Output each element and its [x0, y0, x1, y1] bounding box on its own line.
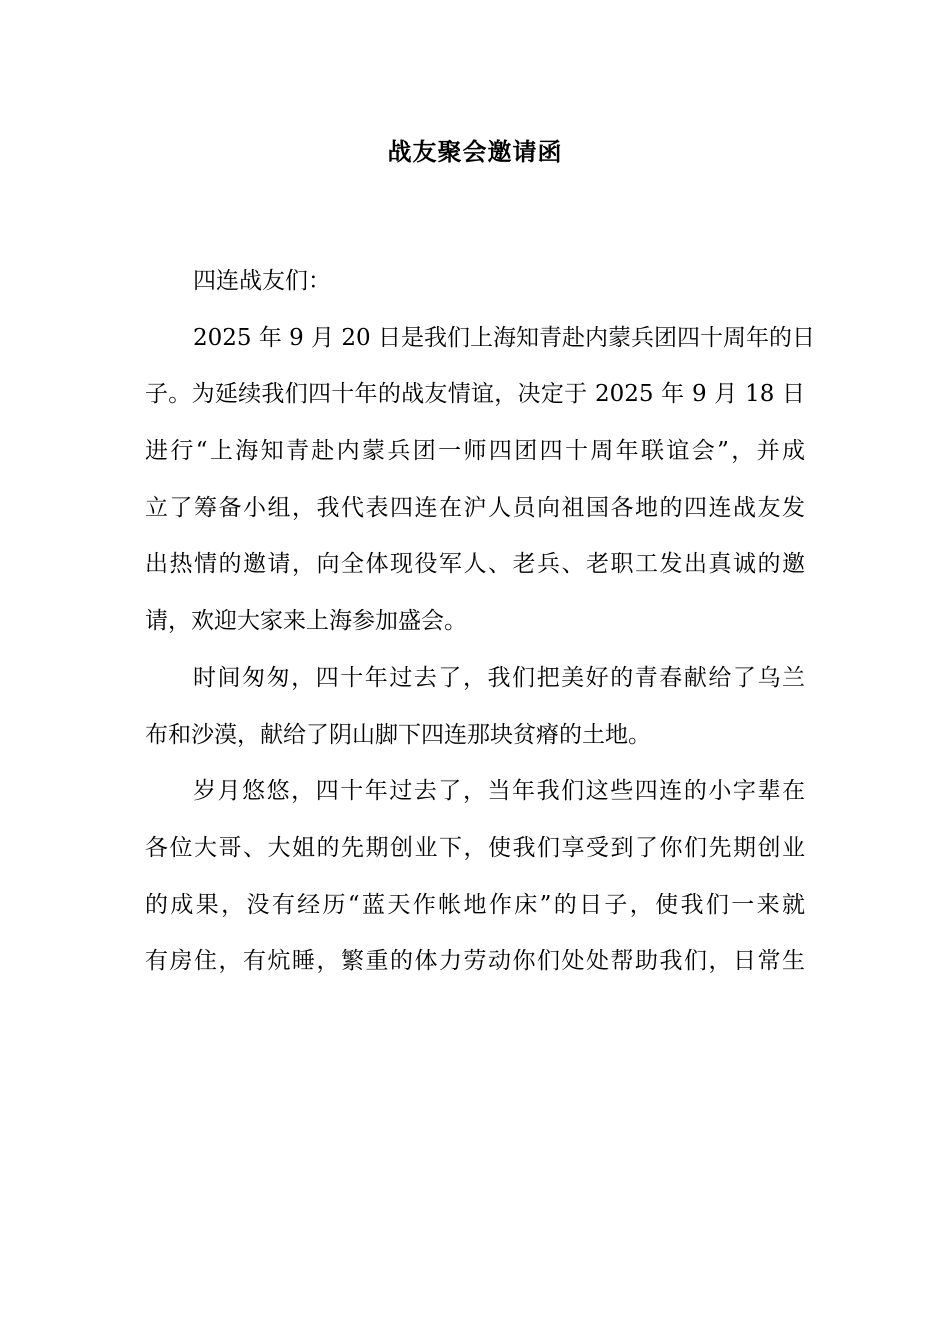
paragraph-1-line-5: 出热情的邀请，向全体现役军人、老兵、老职工发出真诚的邀 — [145, 551, 805, 578]
paragraph-3-line-1: 岁月悠悠，四十年过去了，当年我们这些四连的小字辈在 — [193, 778, 805, 805]
paragraph-1-line-4: 立了筹备小组，我代表四连在沪人员向祖国各地的四连战友发 — [145, 494, 805, 521]
paragraph-2-line-2: 布和沙漠，献给了阴山脚下四连那块贫瘠的土地。 — [145, 721, 651, 748]
paragraph-3-line-3: 的成果，没有经历“蓝天作帐地作床”的日子，使我们一来就 — [145, 891, 805, 918]
paragraph-1-line-6: 请，欢迎大家来上海参加盛会。 — [145, 608, 467, 635]
paragraph-2-line-1: 时间匆匆，四十年过去了，我们把美好的青春献给了乌兰 — [193, 664, 805, 691]
paragraph-1-line-2: 子。为延续我们四十年的战友情谊，决定于 2025 年 9 月 18 日 — [145, 381, 805, 408]
paragraph-3-line-4: 有房住，有炕睡，繁重的体力劳动你们处处帮助我们，日常生 — [145, 948, 805, 975]
document-body — [145, 253, 815, 990]
paragraph-1-line-1: 2025 年 9 月 20 日是我们上海知青赴内蒙兵团四十周年的日 — [193, 324, 815, 351]
paragraph-1-line-3: 进行“上海知青赴内蒙兵团一师四团四十周年联谊会”，并成 — [145, 438, 805, 465]
document-title: 战友聚会邀请函 — [387, 137, 563, 166]
salutation-line: 四连战友们： — [193, 268, 331, 294]
paragraph-3-line-2: 各位大哥、大姐的先期创业下，使我们享受到了你们先期创业 — [145, 834, 805, 861]
